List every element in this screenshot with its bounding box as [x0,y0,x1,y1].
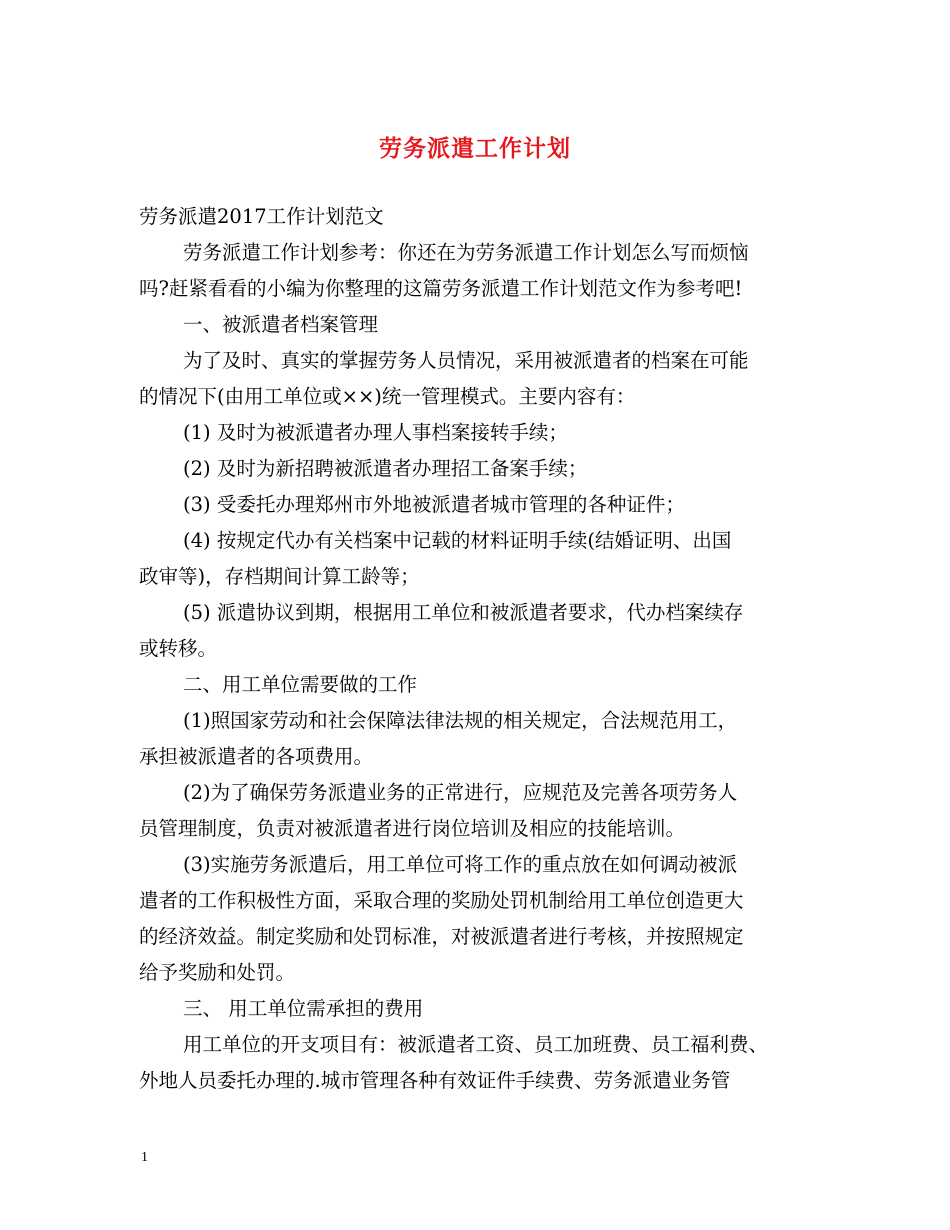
list-item-continuation: 员管理制度，负责对被派遣者进行岗位培训及相应的技能培训。 [139,817,686,840]
list-item: (2) 及时为新招聘被派遣者办理招工备案手续； [183,457,588,480]
section-heading: 三、 用工单位需承担的费用 [183,997,424,1020]
paragraph-line: 外地人员委托办理的.城市管理各种有效证件手续费、劳务派遣业务管 [139,1069,731,1092]
document-subtitle: 劳务派遣2017工作计划范文 [139,205,384,228]
paragraph-line: 为了及时、真实的掌握劳务人员情况，采用被派遣者的档案在可能 [183,349,749,372]
document-title: 劳务派遣工作计划 [379,135,571,162]
list-item: (3)实施劳务派遣后，用工单位可将工作的重点放在如何调动被派 [183,853,738,876]
list-item: (2)为了确保劳务派遣业务的正常进行，应规范及完善各项劳务人 [183,781,738,804]
list-item-continuation: 或转移。 [139,637,218,660]
list-item: (4) 按规定代办有关档案中记载的材料证明手续(结婚证明、出国 [183,529,732,552]
list-item: (5) 派遣协议到期，根据用工单位和被派遣者要求，代办档案续存 [183,601,744,624]
list-item: (3) 受委托办理郑州市外地被派遣者城市管理的各种证件； [183,493,685,516]
paragraph-line: 的情况下(由用工单位或××)统一管理模式。主要内容有： [139,385,636,408]
paragraph-line: 用工单位的开支项目有：被派遣者工资、员工加班费、员工福利费、 [183,1033,769,1056]
list-item-continuation: 遣者的工作积极性方面，采取合理的奖励处罚机制给用工单位创造更大 [139,889,744,912]
list-item-continuation: 给予奖励和处罚。 [139,961,296,984]
list-item-continuation: 的经济效益。制定奖励和处罚标准，对被派遣者进行考核，并按照规定 [139,925,744,948]
list-item-continuation: 政审等)，存档期间计算工龄等； [139,565,420,588]
section-heading: 一、被派遣者档案管理 [183,313,379,336]
paragraph-line: 吗?赶紧看看的小编为你整理的这篇劳务派遣工作计划范文作为参考吧! [139,277,743,300]
page-number: 1 [141,1150,148,1165]
list-item: (1)照国家劳动和社会保障法律法规的相关规定，合法规范用工， [183,709,738,732]
section-heading: 二、用工单位需要做的工作 [183,673,418,696]
paragraph-line: 劳务派遣工作计划参考：你还在为劳务派遣工作计划怎么写而烦恼 [183,241,749,264]
list-item: (1) 及时为被派遣者办理人事档案接转手续； [183,421,568,444]
list-item-continuation: 承担被派遣者的各项费用。 [139,745,374,768]
